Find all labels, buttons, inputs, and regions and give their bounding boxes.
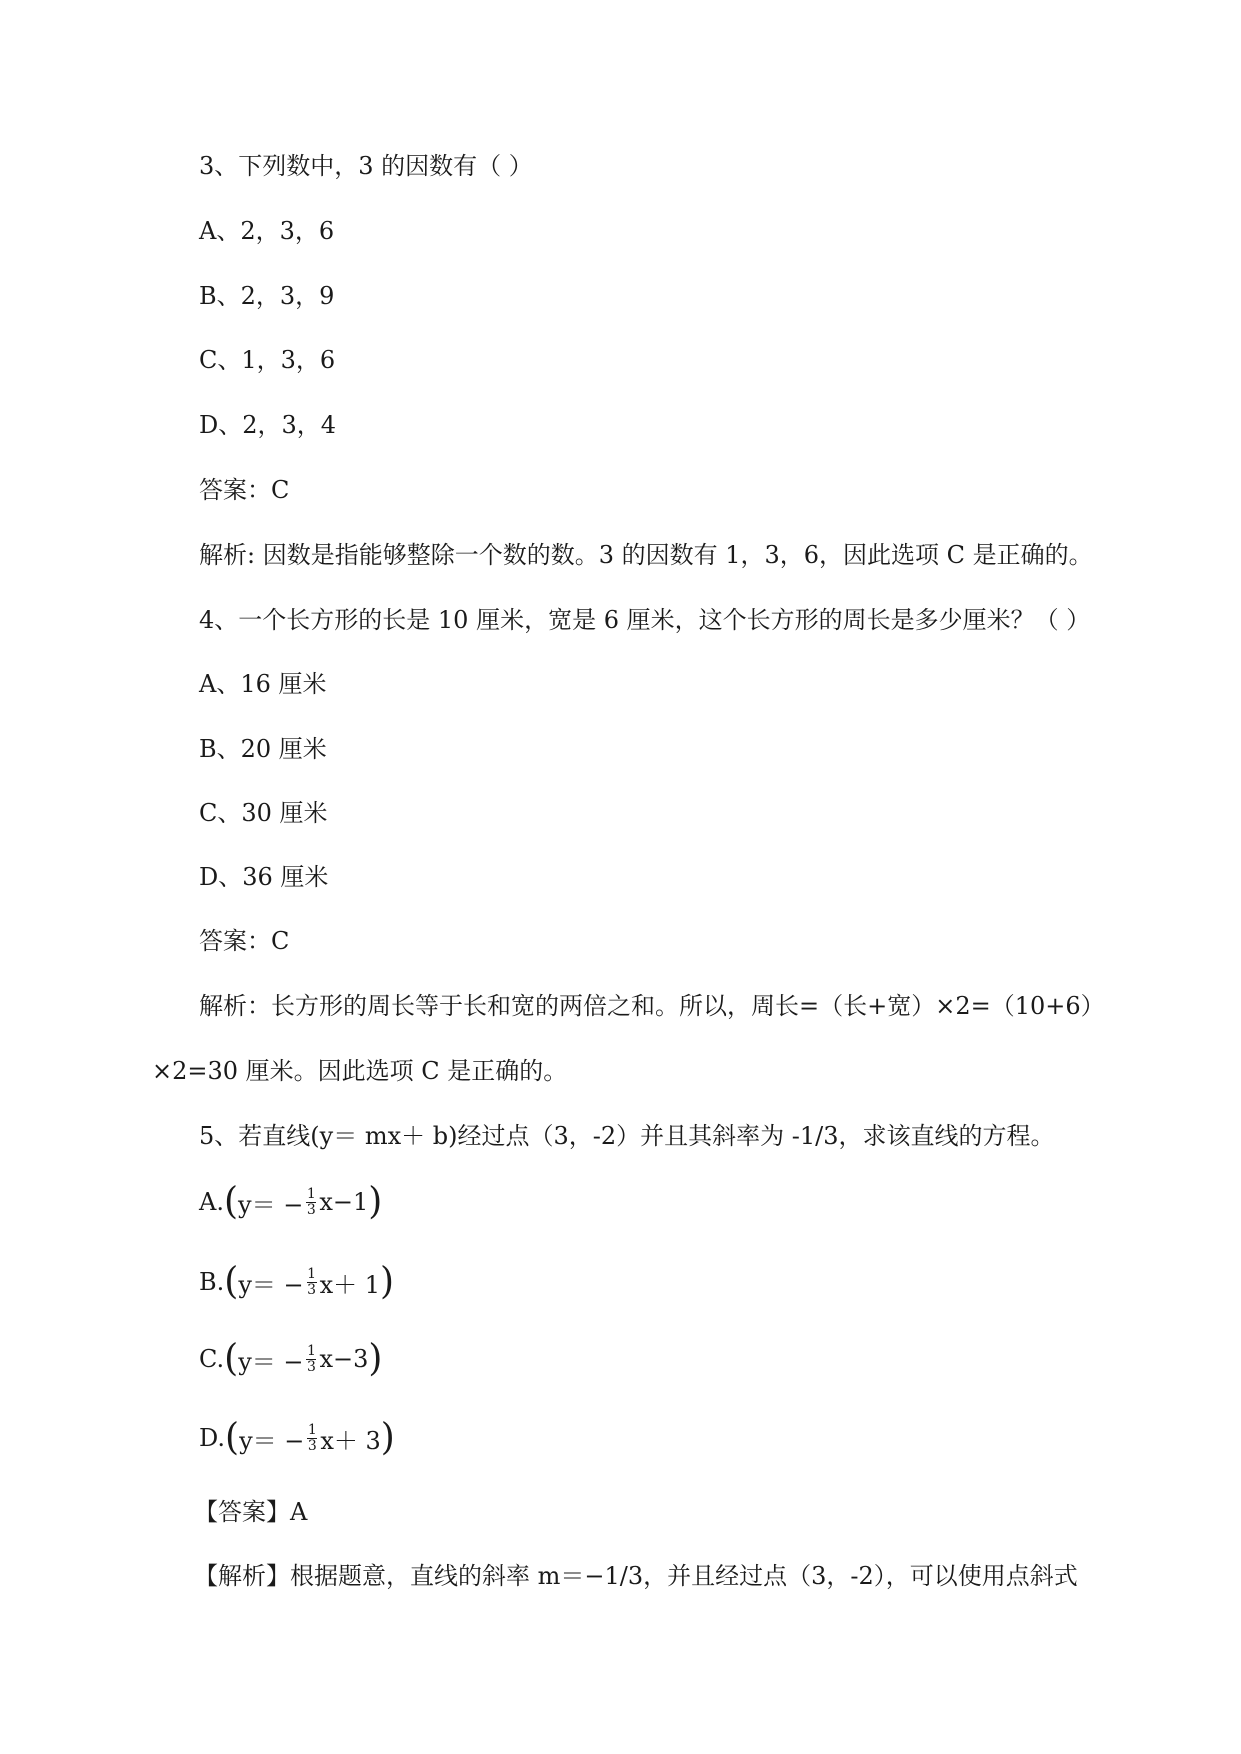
q5-option-a: A. ( y＝ − $\frac{1}{3}$ x−1 ): [199, 1179, 383, 1223]
q4-analysis-line2: ×2=30 厘米。因此选项 C 是正确的。: [152, 1057, 568, 1085]
q3-answer: 答案：C: [199, 476, 290, 504]
option-label: C.: [199, 1345, 225, 1373]
q3-option-c: C、1，3，6: [199, 346, 336, 374]
equation-rhs: x−3: [319, 1345, 369, 1373]
fraction: $\frac{1}{3}$: [307, 1342, 316, 1375]
q5-question-prefix: 5、若直线: [199, 1122, 311, 1150]
fraction: $\frac{1}{3}$: [307, 1265, 317, 1298]
q5-question-suffix: 经过点（3，-2）并且其斜率为 -1/3，求该直线的方程。: [457, 1122, 1055, 1150]
equation-rhs: x＋ 3: [320, 1426, 381, 1455]
q5-option-b: B. ( y＝ − $\frac{1}{3}$ x＋ 1 ): [199, 1259, 395, 1303]
q4-option-a: A、16 厘米: [199, 670, 327, 698]
fraction: $\frac{1}{3}$: [306, 1185, 316, 1218]
q3-analysis: 解析: 因数是指能够整除一个数的数。3 的因数有 1，3，6，因此选项 C 是正确的。: [199, 541, 1093, 569]
q5-option-c: C. ( y＝ − $\frac{1}{3}$ x−3 ): [199, 1336, 383, 1380]
equation-rhs: x＋ 1: [319, 1270, 381, 1299]
q5-analysis: 【解析】根据题意，直线的斜率 m＝−1/3，并且经过点（3，-2），可以使用点斜式: [194, 1562, 1078, 1590]
q4-analysis-line1: 解析：长方形的周长等于长和宽的两倍之和。所以，周长=（长+宽）×2=（10+6）: [199, 992, 1105, 1020]
equation-lhs: y＝ −: [238, 1347, 304, 1376]
q4-option-c: C、30 厘米: [199, 799, 328, 827]
option-label: D.: [199, 1424, 226, 1452]
equation-lhs: y＝ −: [239, 1426, 305, 1455]
option-label: B.: [199, 1268, 225, 1296]
q5-answer: 【答案】A: [194, 1498, 308, 1526]
q3-option-d: D、2，3，4: [199, 411, 337, 439]
q5-question-formula: (y＝ mx＋ b): [310, 1122, 458, 1150]
equation-rhs: x−1: [319, 1188, 369, 1216]
q3-question: 3、下列数中，3 的因数有（ ）: [199, 152, 533, 180]
q5-option-d: D. ( y＝ − $\frac{1}{3}$ x＋ 3 ): [199, 1415, 395, 1459]
q4-option-b: B、20 厘米: [199, 735, 327, 763]
equation-lhs: y＝ −: [238, 1190, 304, 1219]
q3-option-a: A、2，3，6: [199, 217, 335, 245]
q4-option-d: D、36 厘米: [199, 863, 329, 891]
q3-option-b: B、2，3，9: [199, 282, 335, 310]
q4-answer: 答案：C: [199, 927, 290, 955]
option-label: A.: [199, 1188, 224, 1216]
q4-question: 4、一个长方形的长是 10 厘米，宽是 6 厘米，这个长方形的周长是多少厘米？（ ）: [199, 606, 1091, 634]
fraction: $\frac{1}{3}$: [307, 1421, 317, 1454]
q5-question: [199, 1120, 1055, 1152]
equation-lhs: y＝ −: [238, 1270, 304, 1299]
